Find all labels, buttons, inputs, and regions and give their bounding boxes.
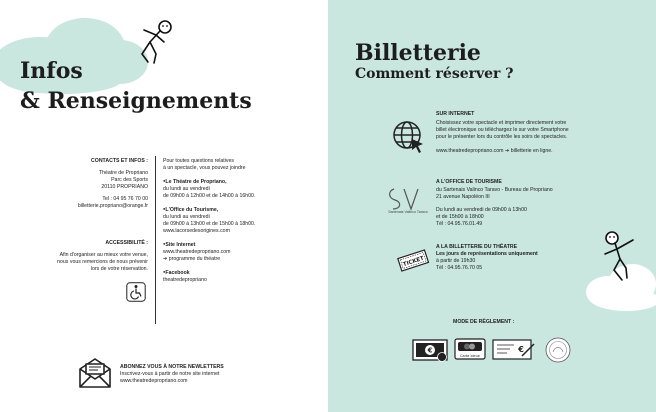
office-block <box>436 179 641 228</box>
office-line: Du lundi au vendredi de 09h00 à 13h00 <box>436 207 527 213</box>
vertical-divider <box>155 156 156 324</box>
office-line: et de 15h00 à 18h00 <box>436 214 484 220</box>
newsletter-line: Inscrivez-vous à partir de notre site internet <box>120 371 220 377</box>
credit-card-icon <box>454 338 486 362</box>
tourism-link[interactable]: www.lacorsedesorigines.com <box>163 228 230 234</box>
accessibility-line: lors de votre réservation. <box>90 266 148 272</box>
globe-cursor-icon <box>392 120 426 154</box>
contact-item-line: de 09h00 à 13h00 et de 15h00 à 18h00. <box>163 221 256 227</box>
internet-link[interactable]: www.theatredepropriano.com <box>436 148 504 154</box>
questions-block <box>163 158 323 284</box>
programme-link[interactable]: programme du théatre <box>168 256 221 262</box>
ticket-icon <box>396 247 430 273</box>
theatre-block <box>436 244 596 272</box>
card-label: Carte bleue <box>460 354 480 358</box>
page-title-renseignements: & Renseignements <box>20 88 252 114</box>
billetterie-title: Billetterie <box>355 40 481 66</box>
ticket-label: TICKET <box>402 255 425 269</box>
accessibility-line: Afin d'organiser au mieux votre venue, <box>59 252 148 258</box>
contacts-email[interactable]: billetterie.propriano@orange.fr <box>77 203 148 209</box>
arrow-right-icon: ➔ <box>504 148 510 154</box>
newsletter-block <box>120 364 320 385</box>
contact-item-title: ● Facebook <box>163 268 323 277</box>
contact-item-line: de 09h00 à 12h00 et de 14h00 à 16h00. <box>163 193 256 199</box>
accessibility-heading: ACCESSIBILITÉ : <box>105 240 148 246</box>
contacts-line: Théatre de Propriano <box>98 170 148 176</box>
office-heading: A L'OFFICE DE TOURISME <box>436 179 502 185</box>
contacts-block <box>40 158 148 210</box>
contact-item-line: du lundi au vendredi <box>163 214 210 220</box>
svg-text:€: € <box>518 345 524 354</box>
office-line: du Sartenais Valinco Taravo - Bureau de Propriano <box>436 187 553 193</box>
site-link[interactable]: www.theatredepropriano.com <box>163 249 231 255</box>
facebook-link[interactable]: theatredepropriano <box>163 277 207 283</box>
internet-line: Choisissez votre spectacle et imprimer directement votre <box>436 120 567 126</box>
wheelchair-icon <box>126 282 146 302</box>
office-line: 21 avenue Napoléon III <box>436 194 490 200</box>
office-line: Tél : 04.95.76.01.49 <box>436 221 483 227</box>
contact-item-line: du lundi au vendredi <box>163 186 210 192</box>
theatre-line: Tél : 04.95.76.70 05 <box>436 265 483 271</box>
payment-heading: MODE DE RÈGLEMENT : <box>453 319 515 325</box>
cheque-icon <box>492 339 536 361</box>
internet-heading: SUR INTERNET <box>436 111 475 117</box>
contact-item-title: ● Site Internet <box>163 240 323 249</box>
accessibility-block <box>20 240 148 273</box>
internet-line: billet électronique ou téléchargez le sur votre Smartphone <box>436 127 569 133</box>
theatre-heading: A LA BILLETTERIE DU THÉATRE <box>436 244 518 250</box>
questions-intro: Pour toutes questions relatives <box>163 158 234 164</box>
billetterie-subtitle: Comment réserver ? <box>355 66 514 82</box>
stick-figure-icon <box>134 18 176 66</box>
theatre-line: à partir de 19h30 <box>436 258 476 264</box>
contacts-line: Parc des Sports <box>111 177 148 183</box>
page-title-infos: Infos <box>20 58 83 84</box>
newsletter-link[interactable]: www.theatredepropriano.com <box>120 378 188 384</box>
internet-line: pour le présenter lors du contrôle les soirs de spectacles. <box>436 134 568 140</box>
internet-block <box>436 111 641 155</box>
contact-item-title: ● L'Office du Tourisme, <box>163 205 323 214</box>
stick-figure-icon <box>600 228 640 284</box>
newsletter-title: ABONNEZ VOUS À NOTRE NEWLETTERS <box>120 364 224 370</box>
theatre-bold-line: Les jours de représentations uniquement <box>436 251 538 257</box>
svg-text:€: € <box>427 346 433 355</box>
arrow-right-icon: ➔ <box>163 256 169 262</box>
contacts-phone: Tel : 04 95 76 70 00 <box>102 196 148 202</box>
questions-intro: à un spectacle, vous pouvez joindre <box>163 165 246 171</box>
contacts-line: 20110 PROPRIANO <box>101 184 148 190</box>
online-ticket-link[interactable]: billetterie en ligne. <box>510 148 553 154</box>
contacts-heading: CONTACTS ET INFOS : <box>91 158 148 164</box>
cash-icon <box>412 337 450 363</box>
envelope-icon <box>78 356 112 390</box>
accessibility-line: nous vous remercions de nous prévenir <box>57 259 148 265</box>
right-page <box>328 0 656 412</box>
contact-item-title: ● Le Théatre de Propriano, <box>163 177 323 186</box>
tourism-logo-caption: Sartenais Valinco Taravo <box>388 210 428 214</box>
holiday-voucher-icon <box>544 336 572 364</box>
